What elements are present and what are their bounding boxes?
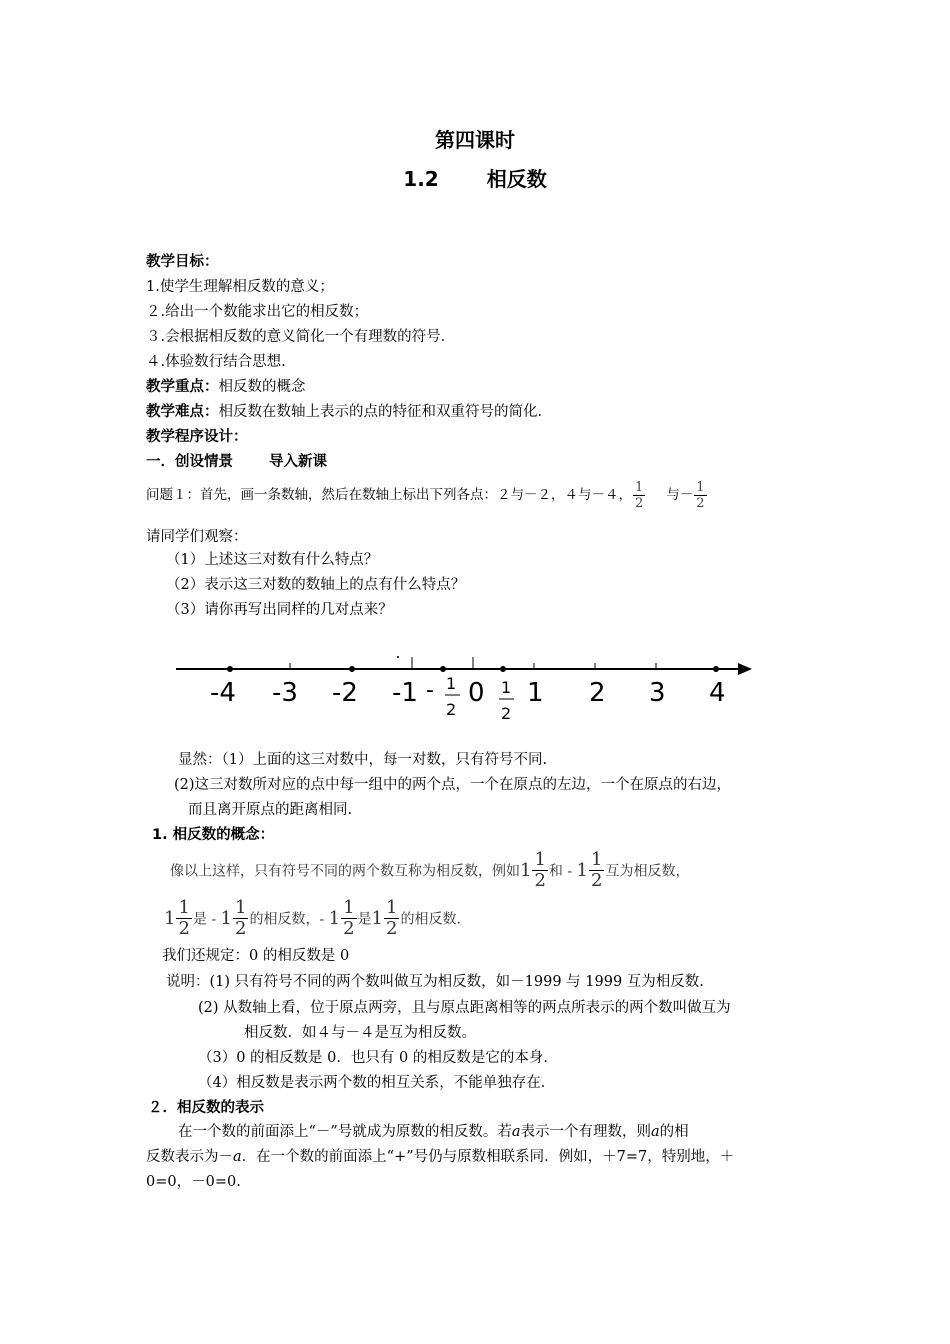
focus-label: 教学重点：	[146, 379, 219, 395]
part1-title: 一．创设情景	[146, 454, 233, 470]
fraction-denominator: 2	[343, 918, 355, 939]
concept-heading: 1. 相反数的概念：	[152, 827, 275, 843]
fraction-denominator: 2	[386, 918, 398, 939]
mark-dot	[397, 656, 399, 658]
conclusion-line: 而且离开原点的距离相同.	[188, 802, 353, 818]
mixed-number	[520, 849, 549, 891]
representation-text: ．在一个数的前面添上“+”号仍与原数相联系同．例如，＋7=7，特别地，＋	[241, 1149, 735, 1165]
observe-question: （3）请你再写出同样的几对点来？	[166, 602, 393, 618]
observe-question: （1）上述这三对数有什么特点？	[166, 552, 379, 568]
note-line: （4）相反数是表示两个数的相互关系，不能单独存在．	[198, 1075, 556, 1091]
observe-lead: 请同学们观察：	[146, 529, 248, 545]
concept-text: 的相反数，-	[249, 911, 329, 928]
concept-text: 的相反数.	[400, 911, 461, 928]
objective-item: ３.会根据相反数的意义简化一个有理数的符号．	[146, 329, 456, 345]
tick-label: -	[426, 678, 434, 703]
fraction-denominator: 2	[696, 496, 705, 511]
representation-line: 0=0，－0=0.	[146, 1174, 241, 1190]
mixed-whole: 1	[220, 907, 232, 929]
fraction	[176, 898, 191, 939]
concept-text: 和 -	[548, 863, 577, 880]
axis-arrow	[738, 663, 752, 675]
note-line: （3）0 的相反数是 0．也只有 0 的相反数是它的本身．	[198, 1050, 558, 1066]
fraction-numerator: 1	[534, 849, 546, 870]
fraction-numerator: 1	[696, 480, 705, 495]
tick-label: -3	[272, 678, 298, 708]
lesson-title: 第四课时	[435, 128, 515, 152]
tick-label: -4	[210, 678, 236, 708]
fraction	[633, 480, 645, 511]
tick-label: 2	[446, 700, 457, 719]
fraction-denominator: 2	[178, 918, 190, 939]
point	[500, 666, 506, 672]
mixed-number	[164, 897, 193, 939]
mixed-whole: 1	[164, 907, 176, 929]
problem1	[146, 480, 708, 511]
conclusion-line: 显然：（1）上面的这三对数中，每一对数，只有符号不同.	[178, 752, 548, 768]
tick-label: 4	[709, 678, 726, 708]
fraction	[233, 898, 248, 939]
section-name: 相反数	[486, 167, 547, 191]
concept-text: 是	[357, 911, 372, 928]
tick-label: 1	[527, 678, 544, 708]
mixed-number	[371, 897, 401, 939]
note-line: 相反数．如４与－４是互为相反数。	[244, 1025, 476, 1041]
variable: a	[650, 1124, 660, 1140]
objectives-heading: 教学目标：	[146, 254, 219, 270]
part1-subtitle: 导入新课	[269, 454, 327, 470]
fraction-numerator: 1	[235, 897, 247, 918]
fraction	[384, 898, 399, 939]
point	[349, 666, 355, 672]
number-line	[170, 645, 760, 735]
tick-label: 1	[446, 674, 457, 693]
section-title	[0, 163, 950, 192]
tick-label: 3	[649, 678, 666, 708]
tick-label: -1	[392, 678, 418, 708]
rule-line: 我们还规定：0 的相反数是 0	[162, 948, 350, 964]
difficulty-text: 相反数在数轴上表示的点的特征和双重符号的简化．	[218, 404, 552, 420]
representation-heading: ２．相反数的表示	[148, 1100, 264, 1116]
representation-line	[178, 1122, 689, 1142]
objective-item: 1.使学生理解相反数的意义；	[146, 279, 334, 295]
variable: a	[511, 1124, 521, 1140]
mixed-whole: 1	[371, 907, 383, 929]
fraction-numerator: 1	[343, 897, 355, 918]
concept-text: 像以上这样，只有符号不同的两个数互称为相反数，例如	[170, 863, 520, 880]
tick-label: -2	[332, 678, 358, 708]
fraction-numerator: 1	[591, 849, 603, 870]
mixed-whole: 1	[328, 907, 341, 929]
part1-heading	[146, 452, 327, 472]
objective-item: ４.体验数行结合思想.	[146, 354, 286, 370]
representation-line	[146, 1147, 734, 1167]
note-line: 说明：(1) 只有符号不同的两个数叫做互为相反数，如－1999 与 1999 互为相反数.	[166, 974, 704, 990]
mixed-whole: 1	[576, 859, 588, 881]
fraction-denominator: 2	[635, 496, 644, 511]
concept-paragraph	[164, 898, 461, 942]
fraction	[589, 850, 604, 891]
focus-line	[146, 377, 306, 397]
fraction	[532, 850, 547, 891]
fraction-denominator: 2	[534, 870, 546, 891]
tick-label: 0	[468, 678, 485, 708]
problem1-text: 问题１：首先，画一条数轴，然后在数轴上标出下列各点：２与－２，４与－４，	[146, 487, 632, 503]
representation-text: 表示一个有理数，则	[520, 1124, 651, 1140]
representation-text: 在一个数的前面添上“－”号就成为原数的相反数。若	[178, 1124, 512, 1140]
difficulty-line	[146, 402, 552, 422]
fraction-numerator: 1	[178, 897, 190, 918]
point	[227, 666, 233, 672]
mixed-number	[328, 897, 358, 939]
tick-label: 1	[501, 678, 512, 697]
concept-text: 是 -	[192, 911, 221, 928]
fraction	[694, 480, 706, 511]
problem1-and: 与－	[666, 487, 694, 503]
representation-text: 反数表示为－	[146, 1149, 233, 1165]
fraction-denominator: 2	[235, 918, 247, 939]
objective-item: ２.给出一个数能求出它的相反数；	[146, 304, 369, 320]
point	[713, 666, 719, 672]
section-number: 1.2	[403, 167, 439, 191]
focus-text: 相反数的概念	[218, 379, 306, 395]
representation-text: 的相	[659, 1124, 689, 1140]
mixed-number	[576, 849, 606, 891]
observe-question: （2）表示这三对数的数轴上的点有什么特点？	[166, 577, 466, 593]
fraction-numerator: 1	[635, 480, 644, 495]
point	[440, 666, 446, 672]
conclusion-line: (2)这三对数所对应的点中每一组中的两个点，一个在原点的左边，一个在原点的右边，	[174, 777, 732, 793]
fraction	[341, 898, 356, 939]
variable: a	[233, 1149, 242, 1165]
fraction-numerator: 1	[386, 897, 398, 918]
mixed-whole: 1	[520, 859, 532, 881]
tick-label: 2	[589, 678, 606, 708]
difficulty-label: 教学难点：	[146, 404, 219, 420]
note-line: (2) 从数轴上看，位于原点两旁，且与原点距离相等的两点所表示的两个数叫做互为	[198, 1000, 731, 1016]
design-label: 教学程序设计：	[146, 429, 248, 445]
concept-paragraph	[170, 850, 689, 894]
tick-label: 2	[501, 704, 512, 723]
concept-text: 互为相反数，	[605, 863, 690, 880]
fraction-denominator: 2	[591, 870, 603, 891]
mixed-number	[220, 897, 250, 939]
